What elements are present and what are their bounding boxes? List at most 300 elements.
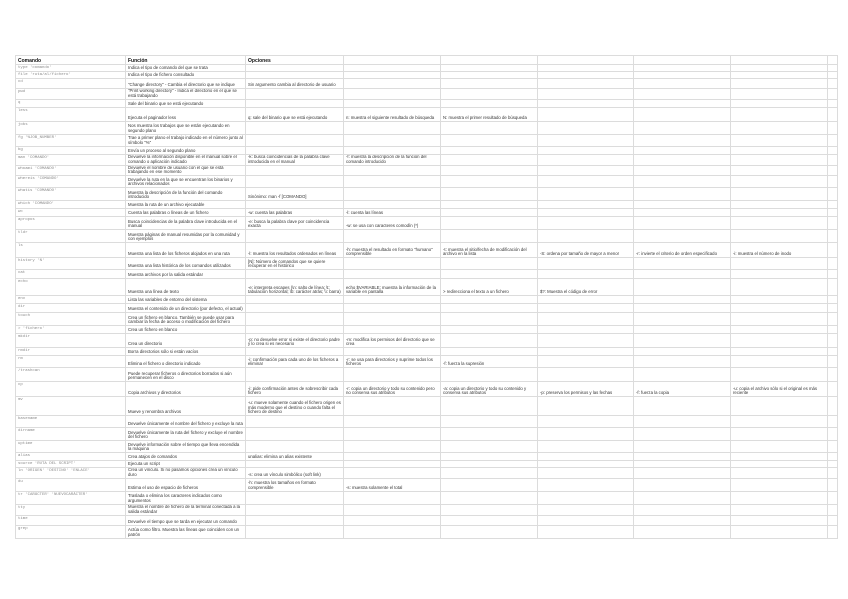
table-row	[16, 461, 838, 468]
command-cell: du	[16, 479, 126, 492]
command-cell: ln 'ORIGEN' 'DESTINO' 'ENLACE'	[16, 468, 126, 479]
table-row	[16, 88, 838, 99]
option-cell	[344, 65, 441, 72]
option-cell	[634, 296, 731, 304]
option-cell	[828, 441, 838, 453]
option-cell	[634, 453, 731, 461]
function-cell: Crea un vínculo. Si no pasamos opciones crea un vínculo duro	[126, 468, 246, 479]
option-cell	[634, 525, 731, 538]
option-cell: -h: muestra los tamaños en formato comprensible	[246, 479, 344, 492]
option-cell	[828, 146, 838, 154]
option-cell	[828, 99, 838, 107]
option-cell	[344, 441, 441, 453]
option-cell: -f: fuerza la supresión	[441, 356, 538, 368]
option-cell	[731, 461, 828, 468]
option-cell	[634, 441, 731, 453]
option-cell: -w: cuenta las palabras	[246, 209, 344, 217]
table-row	[16, 397, 838, 416]
function-cell: Nos muestra los trabajos que se están ejecutando en segundo plano	[126, 121, 246, 134]
option-cell	[344, 88, 441, 99]
command-cell: cat	[16, 270, 126, 279]
option-cell	[441, 334, 538, 348]
option-cell	[538, 176, 634, 188]
header-empty	[441, 56, 538, 65]
table-row	[16, 515, 838, 525]
option-cell	[731, 313, 828, 326]
option-cell: -h: muestra el resultado en formato "humano" comprensible	[344, 243, 441, 258]
option-cell	[634, 479, 731, 492]
option-cell	[731, 99, 828, 107]
option-cell: -p: preserva los permisos y las fechas	[538, 382, 634, 397]
option-cell	[344, 468, 441, 479]
option-cell	[828, 382, 838, 397]
option-cell	[344, 121, 441, 134]
table-row	[16, 368, 838, 382]
option-cell: $?: Muestra el código de error	[538, 279, 634, 296]
command-cell: less	[16, 107, 126, 121]
option-cell	[246, 99, 344, 107]
option-cell: -k: busca coincidencias de la palabra clave introducida en el manual	[246, 154, 344, 165]
option-cell	[344, 453, 441, 461]
option-cell	[246, 230, 344, 243]
option-cell	[344, 296, 441, 304]
option-cell: -S: ordena por tamaño de mayor a menor	[538, 243, 634, 258]
table-row	[16, 468, 838, 479]
command-cell: whereis 'COMANDO'	[16, 176, 126, 188]
option-cell	[828, 334, 838, 348]
option-cell	[538, 334, 634, 348]
function-cell: Muestra páginas de manual resumidas por la comunidad y con ejemplos	[126, 230, 246, 243]
table-row	[16, 279, 838, 296]
function-cell: Trae a primer plano el trabajo indicado en el número junto al símbolo "%"	[126, 134, 246, 146]
option-cell	[731, 121, 828, 134]
option-cell	[634, 107, 731, 121]
command-cell: alias	[16, 453, 126, 461]
option-cell	[246, 134, 344, 146]
option-cell	[731, 88, 828, 99]
option-cell: -m: modifica los permisos del directorio que se crea	[344, 334, 441, 348]
option-cell	[634, 492, 731, 505]
option-cell	[634, 397, 731, 416]
option-cell	[634, 356, 731, 368]
option-cell: -f: muestra la descripción de la función del comando introducido	[344, 154, 441, 165]
option-cell	[731, 492, 828, 505]
command-cell: time	[16, 515, 126, 525]
option-cell: -i: pide confirmación antes de sobrescribir cada fichero	[246, 382, 344, 397]
function-cell: Devuelve información sobre el tiempo que lleva encendida la máquina	[126, 441, 246, 453]
option-cell	[828, 176, 838, 188]
option-cell	[828, 78, 838, 88]
option-cell	[441, 146, 538, 154]
function-cell: Muestra una línea de texto	[126, 279, 246, 296]
command-cell: /trashcan	[16, 368, 126, 382]
option-cell	[828, 134, 838, 146]
table-row	[16, 176, 838, 188]
option-cell	[828, 313, 838, 326]
function-cell: Ejecuta un script	[126, 461, 246, 468]
option-cell	[441, 258, 538, 270]
option-cell	[246, 428, 344, 441]
option-cell: -e: interpreta escapes (\n: salto de línea; \t: tabulación horizontal; \b: carácter atrás; \\: barra)	[246, 279, 344, 296]
option-cell: n: muestra el siguiente resultado de búsqueda	[344, 107, 441, 121]
option-cell	[538, 356, 634, 368]
table-row	[16, 65, 838, 72]
option-cell	[538, 304, 634, 313]
option-cell	[634, 368, 731, 382]
command-cell: basename	[16, 416, 126, 428]
option-cell	[828, 188, 838, 201]
option-cell: -u: copia el archivo sólo si el original es más reciente	[731, 382, 828, 397]
option-cell	[731, 525, 828, 538]
command-cell: file 'ruta/al/fichero'	[16, 71, 126, 78]
function-cell: Devuelve la información disponible en el manual sobre el comando o aplicación indicado	[126, 154, 246, 165]
option-cell	[731, 217, 828, 230]
option-cell	[441, 65, 538, 72]
option-cell	[634, 201, 731, 209]
command-cell: echo	[16, 279, 126, 296]
commands-table	[15, 55, 838, 539]
option-cell	[246, 304, 344, 313]
option-cell	[344, 201, 441, 209]
option-cell	[344, 525, 441, 538]
option-cell	[634, 515, 731, 525]
function-cell: "Print working directory" - Indica el directorio en el que se está trabajando	[126, 88, 246, 99]
option-cell	[828, 65, 838, 72]
header-empty	[634, 56, 731, 65]
option-cell	[634, 71, 731, 78]
option-cell	[538, 230, 634, 243]
table-row	[16, 505, 838, 516]
command-cell: which 'COMANDO'	[16, 201, 126, 209]
option-cell	[731, 65, 828, 72]
option-cell	[731, 368, 828, 382]
option-cell	[441, 468, 538, 479]
option-cell	[634, 304, 731, 313]
option-cell	[344, 176, 441, 188]
command-cell: man 'COMANDO'	[16, 154, 126, 165]
option-cell	[538, 368, 634, 382]
option-cell	[731, 201, 828, 209]
option-cell	[344, 270, 441, 279]
table-row	[16, 71, 838, 78]
command-cell: whoami 'COMANDO'	[16, 165, 126, 176]
option-cell	[634, 270, 731, 279]
option-cell	[441, 154, 538, 165]
option-cell: N: muestra el primer resultado de búsqueda	[441, 107, 538, 121]
option-cell	[441, 165, 538, 176]
command-cell: type 'comando'	[16, 65, 126, 72]
option-cell	[538, 154, 634, 165]
option-cell	[441, 99, 538, 107]
option-cell	[538, 188, 634, 201]
option-cell	[246, 326, 344, 334]
option-cell	[828, 515, 838, 525]
option-cell	[246, 368, 344, 382]
option-cell	[538, 65, 634, 72]
table-row	[16, 441, 838, 453]
option-cell	[246, 515, 344, 525]
option-cell	[634, 326, 731, 334]
table-row	[16, 416, 838, 428]
option-cell	[538, 217, 634, 230]
option-cell	[731, 78, 828, 88]
header-funcion: Función	[126, 56, 246, 65]
option-cell	[344, 165, 441, 176]
option-cell	[344, 313, 441, 326]
option-cell: [N]: Número de comandos que se quiere recuperar en el histórico	[246, 258, 344, 270]
option-cell	[538, 416, 634, 428]
command-cell: history 'N'	[16, 258, 126, 270]
option-cell	[246, 505, 344, 516]
option-cell	[634, 505, 731, 516]
option-cell	[441, 461, 538, 468]
option-cell	[344, 230, 441, 243]
option-cell	[634, 279, 731, 296]
command-cell: dir	[16, 304, 126, 313]
function-cell: Lista las variables de entorno del sistema	[126, 296, 246, 304]
option-cell	[731, 416, 828, 428]
option-cell	[538, 441, 634, 453]
table-row	[16, 188, 838, 201]
option-cell	[538, 201, 634, 209]
option-cell	[538, 326, 634, 334]
option-cell	[246, 146, 344, 154]
option-cell	[731, 188, 828, 201]
option-cell	[246, 441, 344, 453]
table-row	[16, 296, 838, 304]
option-cell	[828, 492, 838, 505]
option-cell	[634, 348, 731, 356]
table-row	[16, 479, 838, 492]
option-cell: Sinónimo: man -f [COMANDO]	[246, 188, 344, 201]
option-cell	[246, 88, 344, 99]
command-cell: ls	[16, 243, 126, 258]
option-cell	[344, 71, 441, 78]
option-cell	[538, 313, 634, 326]
option-cell	[441, 397, 538, 416]
option-cell	[441, 201, 538, 209]
option-cell	[634, 146, 731, 154]
option-cell	[344, 258, 441, 270]
option-cell	[634, 258, 731, 270]
option-cell	[634, 121, 731, 134]
table-row	[16, 348, 838, 356]
option-cell: unalias: elimina un alias existente	[246, 453, 344, 461]
option-cell	[731, 134, 828, 146]
option-cell: -r: se usa para directorios y suprime todos los ficheros	[344, 356, 441, 368]
option-cell	[538, 348, 634, 356]
function-cell: Copia archivos y directorios	[126, 382, 246, 397]
option-cell	[731, 453, 828, 461]
option-cell	[246, 201, 344, 209]
option-cell: -s: crea un vínculo simbólico (soft link)	[246, 468, 344, 479]
table-row	[16, 313, 838, 326]
option-cell	[441, 217, 538, 230]
option-cell	[828, 258, 838, 270]
option-cell	[441, 368, 538, 382]
option-cell: -i: confirmación para cada uno de los ficheros a eliminar	[246, 356, 344, 368]
option-cell	[731, 468, 828, 479]
table-row	[16, 99, 838, 107]
option-cell	[441, 296, 538, 304]
table-row	[16, 154, 838, 165]
function-cell: Traslada o elimina los caracteres indicados como argumentos	[126, 492, 246, 505]
option-cell	[538, 296, 634, 304]
option-cell: -l: muestra los resultados ordenados en líneas	[246, 243, 344, 258]
option-cell	[538, 479, 634, 492]
function-cell: Devuelve el nombre de usuario con el que se está trabajando en ese momento	[126, 165, 246, 176]
option-cell	[344, 78, 441, 88]
table-row	[16, 146, 838, 154]
option-cell: -r: copia un directorio y todo su contenido pero no conserva sus atributos	[344, 382, 441, 397]
option-cell	[731, 356, 828, 368]
option-cell	[344, 461, 441, 468]
option-cell	[731, 176, 828, 188]
command-cell: tty	[16, 505, 126, 516]
command-cell: tldr	[16, 230, 126, 243]
command-cell: > 'fichero'	[16, 326, 126, 334]
option-cell	[634, 88, 731, 99]
table-row	[16, 428, 838, 441]
option-cell	[441, 188, 538, 201]
option-cell	[731, 515, 828, 525]
option-cell	[828, 107, 838, 121]
table-row	[16, 78, 838, 88]
option-cell: -p: no devuelve error si existe el directorio padre y lo crea si es necesario	[246, 334, 344, 348]
option-cell	[828, 217, 838, 230]
command-cell: mkdir	[16, 334, 126, 348]
command-cell: dirname	[16, 428, 126, 441]
option-cell	[731, 258, 828, 270]
option-cell	[246, 65, 344, 72]
option-cell	[246, 348, 344, 356]
option-cell	[634, 428, 731, 441]
option-cell	[441, 304, 538, 313]
table-row	[16, 165, 838, 176]
option-cell	[344, 304, 441, 313]
option-cell	[828, 279, 838, 296]
command-cell: touch	[16, 313, 126, 326]
option-cell	[344, 368, 441, 382]
header-empty	[344, 56, 441, 65]
option-cell	[731, 230, 828, 243]
command-cell: wc	[16, 209, 126, 217]
function-cell: Ejecuta el paginador less	[126, 107, 246, 121]
option-cell	[441, 348, 538, 356]
option-cell	[634, 165, 731, 176]
table-row	[16, 270, 838, 279]
command-cell: rmdir	[16, 348, 126, 356]
function-cell: Crea un fichero en blanco	[126, 326, 246, 334]
function-cell: "Change directory" - Cambia el directorio que se indique	[126, 78, 246, 88]
option-cell: -i: muestra el número de inodo	[731, 243, 828, 258]
command-cell: fg '%JOB_NUMBER'	[16, 134, 126, 146]
option-cell: Sin argumento cambia al directorio de usuario	[246, 78, 344, 88]
table-row	[16, 326, 838, 334]
option-cell	[828, 505, 838, 516]
option-cell	[731, 397, 828, 416]
option-cell	[538, 492, 634, 505]
option-cell	[828, 397, 838, 416]
table-row	[16, 304, 838, 313]
option-cell	[441, 230, 538, 243]
option-cell	[828, 296, 838, 304]
table-row	[16, 453, 838, 461]
function-cell: Muestra una lista de los ficheros alojados en una ruta	[126, 243, 246, 258]
header-row	[16, 56, 838, 65]
option-cell	[538, 270, 634, 279]
option-cell	[538, 397, 634, 416]
option-cell	[538, 107, 634, 121]
option-cell	[731, 71, 828, 78]
function-cell: Busca coincidencias de la palabra clave introducida en el manual	[126, 217, 246, 230]
option-cell	[828, 461, 838, 468]
option-cell	[538, 525, 634, 538]
function-cell: Crea un directorio	[126, 334, 246, 348]
option-cell	[441, 326, 538, 334]
table-row	[16, 201, 838, 209]
option-cell	[441, 209, 538, 217]
table-row	[16, 107, 838, 121]
option-cell	[441, 270, 538, 279]
option-cell	[634, 230, 731, 243]
option-cell	[246, 492, 344, 505]
command-cell: q	[16, 99, 126, 107]
function-cell: Actúa como filtro. Muestra las líneas que coinciden con un patrón	[126, 525, 246, 538]
option-cell	[828, 88, 838, 99]
option-cell	[634, 313, 731, 326]
option-cell	[731, 334, 828, 348]
option-cell: -a: copia un directorio y todo su contenido y conserva sus atributos	[441, 382, 538, 397]
option-cell	[538, 88, 634, 99]
option-cell: q: sale del binario que se está ejecutando	[246, 107, 344, 121]
option-cell	[828, 230, 838, 243]
option-cell	[441, 416, 538, 428]
option-cell	[634, 217, 731, 230]
function-cell: Mueve y renombra archivos	[126, 397, 246, 416]
function-cell: Indica el tipo de comando del que se trata	[126, 65, 246, 72]
table-row	[16, 382, 838, 397]
option-cell	[634, 134, 731, 146]
option-cell	[828, 479, 838, 492]
table-row	[16, 356, 838, 368]
command-cell: whatis 'COMANDO'	[16, 188, 126, 201]
option-cell	[634, 154, 731, 165]
option-cell	[828, 209, 838, 217]
option-cell: -w: se usa con caracteres comodín (*)	[344, 217, 441, 230]
function-cell: Muestra una lista histórica de los comandos utilizados	[126, 258, 246, 270]
option-cell	[634, 65, 731, 72]
option-cell	[538, 515, 634, 525]
function-cell: Indica el tipo de fichero consultado	[126, 71, 246, 78]
function-cell: Sale del binario que se está ejecutando	[126, 99, 246, 107]
option-cell	[828, 71, 838, 78]
option-cell	[828, 304, 838, 313]
option-cell	[344, 492, 441, 505]
command-cell: tr 'CARÁCTER' 'NUEVOCARÁCTER'	[16, 492, 126, 505]
option-cell	[344, 146, 441, 154]
function-cell: Cuenta las palabras o líneas de un fichero	[126, 209, 246, 217]
option-cell: -l: cuenta las líneas	[344, 209, 441, 217]
table-row	[16, 134, 838, 146]
option-cell	[441, 453, 538, 461]
command-cell: mv	[16, 397, 126, 416]
option-cell	[828, 154, 838, 165]
function-cell: Devuelve únicamente la ruta del fichero y excluye el nombre del fichero	[126, 428, 246, 441]
table-row	[16, 217, 838, 230]
option-cell	[441, 71, 538, 78]
function-cell: Devuelve el tiempo que se tarda en ejecutar un comando	[126, 515, 246, 525]
